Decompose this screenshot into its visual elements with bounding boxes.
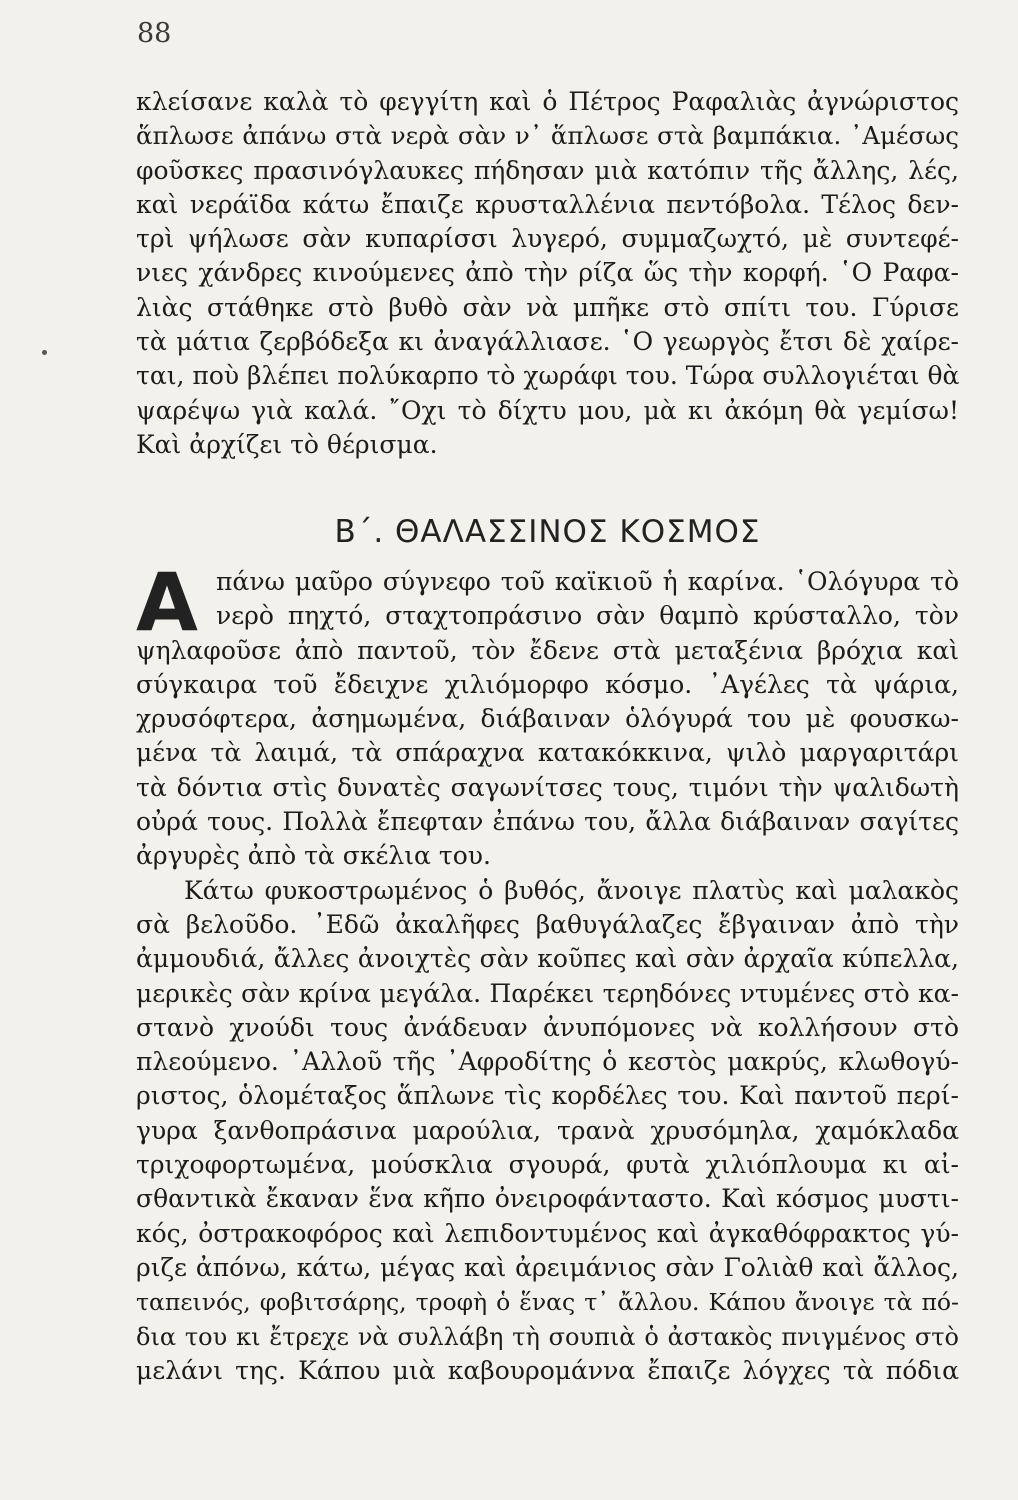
text-line: καὶ νεράϊδα κάτω ἔπαιζε κρυσταλλένια πεντόβολα. Τέλος δεν- (136, 189, 959, 219)
text-line: σθαντικὰ ἔκαναν ἕνα κῆπο ὀνειροφάνταστο. Καὶ κόσμος μυστι- (136, 1184, 959, 1214)
text-line: ψαρέψω γιὰ καλά. ῎Οχι τὸ δίχτυ μου, μὰ κι ἀκόμη θὰ γεμίσω! (136, 395, 959, 425)
text-line: ψηλαφοῦσε ἀπὸ παντοῦ, τὸν ἔδενε στὰ μεταξένια βρόχια καὶ (136, 635, 959, 665)
text-line: τριχοφορτωμένα, μούσκλια σγουρά, φυτὰ χιλιόπλουμα κι αἰ- (136, 1150, 959, 1180)
text-line: λιὰς στάθηκε στὸ βυθὸ σὰν νὰ μπῆκε στὸ σπίτι του. Γύρισε (136, 292, 959, 322)
text-line: ἅπλωσε ἀπάνω στὰ νερὰ σὰν ν᾽ ἅπλωσε στὰ βαμπάκια. ᾽Αμέσως (136, 121, 959, 151)
section-heading: Β΄. ΘΑΛΑΣΣΙΝΟΣ ΚΟΣΜΟΣ (334, 514, 761, 550)
text-line: πάνω μαῦρο σύγνεφο τοῦ καϊκιοῦ ἡ καρίνα. ῾Ολόγυρα τὸ (216, 567, 959, 596)
paragraph-intro (136, 85, 959, 462)
drop-cap: Α (136, 556, 198, 649)
text-line: τὰ μάτια ζερβόδεξα κι ἀναγάλλιασε. ῾Ο γεωργὸς ἔτσι δὲ χαίρε- (136, 327, 959, 357)
text-line: τὰ δόντια στὶς δυνατὲς σαγωνίτσες τους, τιμόνι τὴν ψαλιδωτὴ (136, 772, 959, 802)
page-number: 88 (137, 18, 172, 49)
text-line: γυρα ξανθοπράσινα μαρούλια, τρανὰ χρυσόμηλα, χαμόκλαδα (136, 1115, 959, 1145)
text-line: χρυσόφτερα, ἀσημωμένα, διάβαιναν ὁλόγυρά του μὲ φουσκω- (136, 704, 959, 734)
paragraph-sea (136, 556, 959, 1388)
text-line: μένα τὰ λαιμά, τὰ σπάραχνα κατακόκκινα, ψιλὸ μαργαριτάρι (136, 738, 959, 768)
text-line: Κάτω φυκοστρωμένος ὁ βυθός, ἄνοιγε πλατὺς καὶ μαλακὸς (184, 875, 959, 905)
text-line: ἀργυρὲς ἀπὸ τὰ σκέλια του. (136, 841, 491, 871)
text-line: σὰ βελοῦδο. ᾽Εδῶ ἀκαλῆφες βαθυγάλαζες ἔβγαιναν ἀπὸ τὴν (136, 909, 959, 939)
text-line: δια του κι ἔτρεχε νὰ συλλάβη τὴ σουπιὰ ὁ ἀστακὸς πνιγμένος στὸ (136, 1322, 959, 1351)
margin-mark (42, 350, 47, 355)
text-line: Καὶ ἀρχίζει τὸ θέρισμα. (136, 429, 438, 459)
text-line: φοῦσκες πρασινόγλαυκες πήδησαν μιὰ κατόπιν τῆς ἄλλης, λές, (136, 155, 959, 185)
text-line: ριστος, ὁλομέταξος ἅπλωνε τὶς κορδέλες του. Καὶ παντοῦ περί- (136, 1081, 959, 1111)
text-line: μελάνι της. Κάπου μιὰ καβουρομάννα ἔπαιζε λόγχες τὰ πόδια (136, 1355, 959, 1385)
text-line: σύγκαιρα τοῦ ἔδειχνε χιλιόμορφο κόσμο. ᾽Αγέλες τὰ ψάρια, (136, 669, 959, 699)
text-line: νιες χάνδρες κινούμενες ἀπὸ τὴν ρίζα ὥς τὴν κορφή. ῾Ο Ραφα- (136, 258, 959, 288)
text-line: κός, ὀστρακοφόρος καὶ λεπιδοντυμένος καὶ ἀγκαθόφρακτος γύ- (136, 1218, 959, 1248)
text-line: πλεούμενο. ᾽Αλλοῦ τῆς ᾽Αφροδίτης ὁ κεστὸς μακρύς, κλωθογύ- (136, 1047, 959, 1077)
text-line: ται, ποὺ βλέπει πολύκαρπο τὸ χωράφι του. Τώρα συλλογιέται θὰ (136, 361, 960, 391)
text-line: τρὶ ψήλωσε σὰν κυπαρίσσι λυγερό, συμμαζωχτό, μὲ συντεφέ- (136, 224, 959, 254)
text-line: ταπεινός, φοβιτσάρης, τροφὴ ὁ ἕνας τ᾽ ἄλλου. Κάπου ἄνοιγε τὰ πό- (136, 1288, 959, 1317)
text-line: οὐρά τους. Πολλὰ ἔπεφταν ἐπάνω του, ἄλλα διάβαιναν σαγίτες (136, 807, 959, 837)
text-line: ριζε ἀπόνω, κάτω, μέγας καὶ ἀρειμάνιος σὰν Γολιὰθ καὶ ἄλλος, (136, 1252, 959, 1282)
text-line: κλείσανε καλὰ τὸ φεγγίτη καὶ ὁ Πέτρος Ραφαλιὰς ἀγνώριστος (136, 87, 959, 116)
text-line: στανὸ χνούδι τους ἀνάδευαν ἀνυπόμονες νὰ κολλήσουν στὸ (136, 1012, 959, 1042)
text-line: μερικὲς σὰν κρίνα μεγάλα. Παρέκει τερηδόνες ντυμένες στὸ κα- (136, 978, 959, 1008)
text-line: νερὸ πηχτό, σταχτοπράσινο σὰν θαμπὸ κρύσταλλο, τὸν (216, 601, 959, 631)
text-line: ἀμμουδιά, ἄλλες ἀνοιχτὲς σὰν κοῦπες καὶ σὰν ἀρχαῖα κύπελλα, (136, 944, 959, 974)
